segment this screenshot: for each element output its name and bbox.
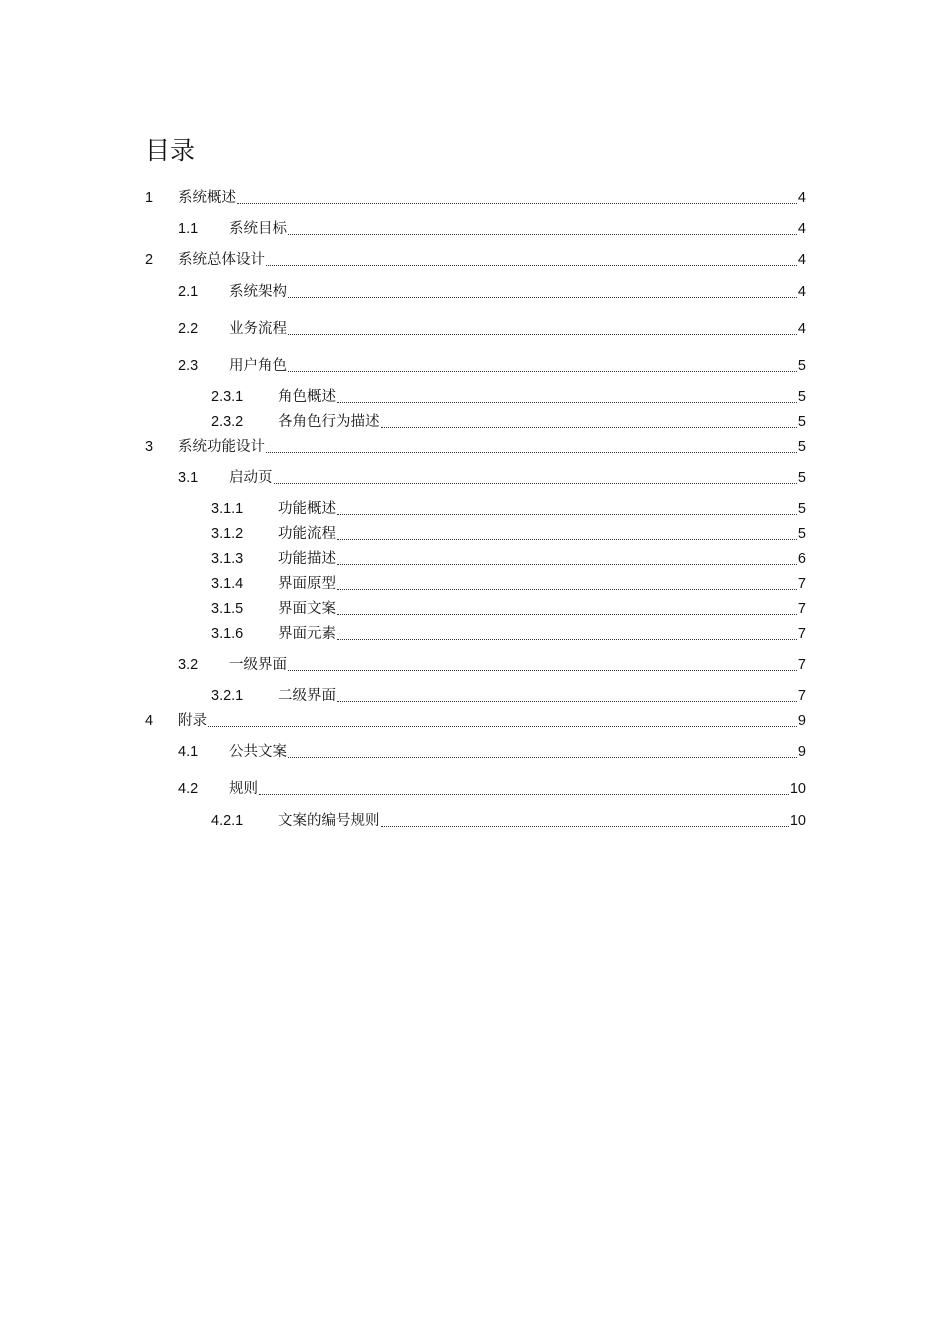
toc-entry-title: 用户角色 [229,358,287,374]
toc-entry-title: 界面文案 [278,601,336,617]
toc-entry-title: 系统目标 [229,221,287,237]
toc-entry-title: 界面元素 [278,626,336,642]
toc-entry-title: 角色概述 [278,389,336,405]
toc-entry[interactable] [145,354,806,376]
toc-entry-page-number: 9 [797,713,806,729]
toc-entry-page-number: 4 [797,190,806,206]
toc-entry-title: 一级界面 [229,657,287,673]
toc-dot-leader [266,265,797,266]
toc-entry-page-number: 7 [797,576,806,592]
toc-entry-number: 3.1.1 [211,501,244,517]
toc-entry-number: 2.3.2 [211,414,244,430]
toc-entry[interactable] [145,547,806,569]
toc-entry-page-number: 5 [797,389,806,405]
toc-entry[interactable] [145,597,806,619]
toc-dot-leader [288,371,797,372]
toc-entry-title: 二级界面 [278,688,336,704]
toc-entry-number: 3.1.3 [211,551,244,567]
toc-entry-page-number: 4 [797,321,806,337]
toc-entry-title: 系统总体设计 [178,252,265,268]
toc-entry-number: 2.1 [178,284,199,300]
toc-entry[interactable] [145,809,806,831]
toc-dot-leader [288,234,797,235]
toc-entry-page-number: 5 [797,439,806,455]
toc-entry-number: 3 [145,439,154,455]
toc-entry-title: 系统概述 [178,190,236,206]
toc-entry-number: 3.1.2 [211,526,244,542]
toc-entry[interactable] [145,622,806,644]
toc-entry-title: 系统架构 [229,284,287,300]
toc-entry[interactable] [145,217,806,239]
toc-entry[interactable] [145,684,806,706]
toc-dot-leader [266,452,797,453]
toc-entry-number: 2 [145,252,154,268]
toc-entry[interactable] [145,317,806,339]
toc-entry-number: 3.1.6 [211,626,244,642]
toc-entry-page-number: 4 [797,252,806,268]
toc-entry-page-number: 7 [797,688,806,704]
toc-dot-leader [337,514,797,515]
toc-entry-number: 1.1 [178,221,199,237]
toc-entry-title: 文案的编号规则 [278,813,380,829]
toc-entry-number: 3.1.5 [211,601,244,617]
toc-entry-number: 4.1 [178,744,199,760]
toc-dot-leader [274,483,797,484]
toc-entry[interactable] [145,466,806,488]
toc-entry-title: 规则 [229,781,258,797]
toc-entry-number: 4.2 [178,781,199,797]
toc-entry-page-number: 7 [797,657,806,673]
toc-entry[interactable] [145,186,806,208]
toc-dot-leader [381,826,789,827]
toc-entry-title: 界面原型 [278,576,336,592]
toc-entry-number: 2.3.1 [211,389,244,405]
toc-dot-leader [288,757,797,758]
toc-entry[interactable] [145,385,806,407]
toc-entry-title: 功能概述 [278,501,336,517]
toc-entry-page-number: 10 [789,813,806,829]
toc-entry-title: 功能描述 [278,551,336,567]
toc-entry[interactable] [145,280,806,302]
toc-entry[interactable] [145,248,806,270]
toc-entry-title: 公共文案 [229,744,287,760]
toc-dot-leader [259,794,789,795]
toc-dot-leader [288,334,797,335]
toc-dot-leader [337,639,797,640]
toc-entry-number: 4.2.1 [211,813,244,829]
toc-title: 目录 [145,136,196,165]
toc-dot-leader [337,701,797,702]
toc-entry-page-number: 7 [797,626,806,642]
toc-entry-page-number: 6 [797,551,806,567]
toc-entry-title: 附录 [178,713,207,729]
toc-entry-title: 启动页 [229,470,273,486]
toc-entry[interactable] [145,653,806,675]
toc-entry[interactable] [145,435,806,457]
toc-entry-number: 1 [145,190,154,206]
toc-entry-page-number: 4 [797,221,806,237]
toc-entry-title: 业务流程 [229,321,287,337]
toc-entry-page-number: 10 [789,781,806,797]
toc-entry[interactable] [145,522,806,544]
toc-dot-leader [288,670,797,671]
toc-entry[interactable] [145,410,806,432]
toc-entry-page-number: 5 [797,526,806,542]
toc-entry[interactable] [145,709,806,731]
toc-dot-leader [288,297,797,298]
toc-entry[interactable] [145,497,806,519]
toc-entry-number: 3.1.4 [211,576,244,592]
toc-entry[interactable] [145,740,806,762]
toc-entry-page-number: 5 [797,470,806,486]
toc-entry-title: 系统功能设计 [178,439,265,455]
toc-entry-page-number: 5 [797,414,806,430]
toc-entry-title: 各角色行为描述 [278,414,380,430]
toc-entry-number: 3.2.1 [211,688,244,704]
toc-dot-leader [237,203,797,204]
toc-dot-leader [337,402,797,403]
toc-dot-leader [337,539,797,540]
toc-entry-title: 功能流程 [278,526,336,542]
toc-entry-page-number: 7 [797,601,806,617]
toc-entry-number: 2.3 [178,358,199,374]
toc-entry-page-number: 5 [797,501,806,517]
toc-entry-number: 4 [145,713,154,729]
toc-dot-leader [381,427,797,428]
toc-entry-number: 2.2 [178,321,199,337]
toc-entry-number: 3.1 [178,470,199,486]
toc-dot-leader [337,589,797,590]
toc-entry-page-number: 4 [797,284,806,300]
toc-entry[interactable] [145,777,806,799]
toc-entry-page-number: 9 [797,744,806,760]
toc-dot-leader [337,614,797,615]
toc-entry-page-number: 5 [797,358,806,374]
toc-entry[interactable] [145,572,806,594]
toc-dot-leader [208,726,797,727]
toc-dot-leader [337,564,797,565]
toc-entry-number: 3.2 [178,657,199,673]
